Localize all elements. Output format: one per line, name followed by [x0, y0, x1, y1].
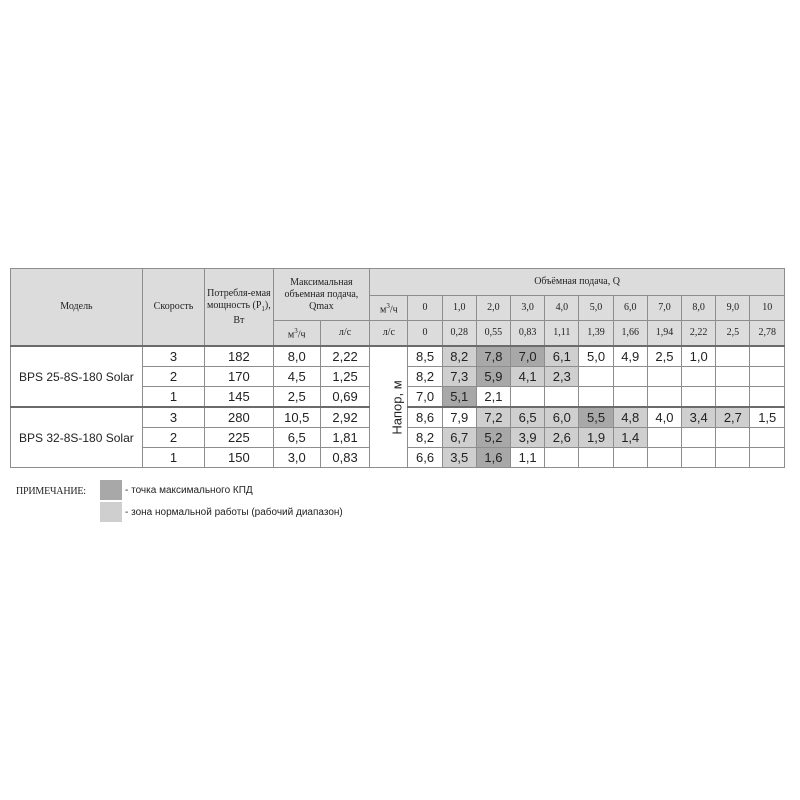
- performance-table: [10, 268, 785, 468]
- unit-m3h-a: м: [379, 304, 387, 316]
- qmax-unit-m3h-a: м: [287, 329, 295, 341]
- head-value-cell: [545, 448, 579, 468]
- head-value-cell: 5,1: [442, 387, 476, 408]
- head-value-cell: 1,9: [579, 428, 613, 448]
- qmax-unit-m3h-b: /ч: [297, 329, 306, 341]
- head-value-cell: [579, 387, 613, 408]
- header-unit-m3h: [370, 296, 408, 321]
- header-flow-ls: 0,83: [511, 321, 545, 347]
- power-cell: 145: [205, 387, 273, 408]
- header-flow-m3h: 9,0: [716, 296, 750, 321]
- header-flow-ls: 2,22: [682, 321, 716, 347]
- table-row: [11, 346, 785, 367]
- qmax-ls-cell: 2,22: [320, 346, 369, 367]
- head-value-cell: 1,1: [511, 448, 545, 468]
- head-value-cell: [682, 387, 716, 408]
- power-cell: 150: [205, 448, 273, 468]
- header-flow-m3h: 5,0: [579, 296, 613, 321]
- legend-max-swatch: [100, 480, 122, 500]
- header-power-unit: ), Вт: [233, 299, 271, 326]
- head-value-cell: 4,8: [613, 407, 647, 428]
- header-power-sub: 1: [261, 304, 265, 313]
- head-value-cell: [613, 367, 647, 387]
- speed-cell: 1: [142, 387, 204, 408]
- head-value-cell: 1,5: [750, 407, 785, 428]
- head-value-cell: [750, 367, 785, 387]
- head-value-cell: 2,7: [716, 407, 750, 428]
- head-value-cell: [716, 448, 750, 468]
- header-flow-m3h: 3,0: [511, 296, 545, 321]
- header-qmax: Максимальная объемная подача, Qmax: [273, 269, 370, 321]
- header-flow-ls: 0,28: [442, 321, 476, 347]
- head-value-cell: 8,6: [408, 407, 442, 428]
- header-flow-m3h: 10: [750, 296, 785, 321]
- head-value-cell: 2,6: [545, 428, 579, 448]
- header-flow-m3h: 6,0: [613, 296, 647, 321]
- header-flow-m3h: 2,0: [476, 296, 510, 321]
- legend-norm-swatch: [100, 502, 122, 522]
- power-cell: 280: [205, 407, 273, 428]
- head-value-cell: 7,2: [476, 407, 510, 428]
- unit-m3h-b: /ч: [389, 304, 398, 316]
- header-model: Модель: [11, 269, 143, 347]
- head-value-cell: 6,6: [408, 448, 442, 468]
- qmax-m3h-cell: 8,0: [273, 346, 320, 367]
- header-flow-m3h: 1,0: [442, 296, 476, 321]
- legend-max-efficiency: [100, 480, 253, 500]
- head-value-cell: 6,0: [545, 407, 579, 428]
- qmax-m3h-cell: 4,5: [273, 367, 320, 387]
- header-flow-m3h: 4,0: [545, 296, 579, 321]
- qmax-ls-cell: 1,81: [320, 428, 369, 448]
- head-value-cell: [647, 367, 681, 387]
- speed-cell: 2: [142, 428, 204, 448]
- head-value-cell: 7,9: [442, 407, 476, 428]
- head-value-cell: [750, 387, 785, 408]
- head-value-cell: 8,2: [408, 367, 442, 387]
- head-value-cell: [716, 428, 750, 448]
- qmax-ls-cell: 1,25: [320, 367, 369, 387]
- legend-max-label: - точка максимального КПД: [125, 484, 253, 496]
- head-axis-label: [370, 346, 408, 468]
- head-value-cell: 6,7: [442, 428, 476, 448]
- head-value-cell: 4,1: [511, 367, 545, 387]
- header-flow: Объёмная подача, Q: [370, 269, 785, 296]
- header-power-label: Потребля-емая мощность (P: [207, 287, 271, 311]
- head-value-cell: 1,0: [682, 346, 716, 367]
- head-value-cell: [511, 387, 545, 408]
- legend-note: [16, 480, 516, 524]
- head-value-cell: 2,1: [476, 387, 510, 408]
- head-value-cell: 8,2: [408, 428, 442, 448]
- head-value-cell: 1,6: [476, 448, 510, 468]
- performance-table-container: [10, 268, 785, 472]
- qmax-ls-cell: 0,83: [320, 448, 369, 468]
- head-value-cell: 4,0: [647, 407, 681, 428]
- head-value-cell: [647, 448, 681, 468]
- qmax-ls-cell: 2,92: [320, 407, 369, 428]
- head-value-cell: 5,9: [476, 367, 510, 387]
- power-cell: 182: [205, 346, 273, 367]
- header-flow-m3h: 0: [408, 296, 442, 321]
- legend-normal-range: [100, 502, 343, 522]
- head-value-cell: [682, 448, 716, 468]
- qmax-m3h-cell: 3,0: [273, 448, 320, 468]
- head-axis-text: Напор, м: [389, 379, 405, 435]
- speed-cell: 2: [142, 367, 204, 387]
- head-value-cell: [716, 387, 750, 408]
- head-value-cell: [716, 367, 750, 387]
- header-flow-m3h: 7,0: [647, 296, 681, 321]
- model-name: BPS 32-8S-180 Solar: [11, 407, 143, 468]
- header-flow-ls: 0,55: [476, 321, 510, 347]
- header-flow-ls: 1,66: [613, 321, 647, 347]
- header-flow-ls: 1,11: [545, 321, 579, 347]
- head-value-cell: 5,2: [476, 428, 510, 448]
- head-value-cell: 8,5: [408, 346, 442, 367]
- qmax-unit-m3h-sup: 3: [294, 326, 298, 335]
- header-qmax-unit-m3h: [273, 321, 320, 347]
- header-flow-m3h: 8,0: [682, 296, 716, 321]
- head-value-cell: 2,5: [647, 346, 681, 367]
- head-value-cell: [647, 387, 681, 408]
- head-value-cell: 7,0: [408, 387, 442, 408]
- head-value-cell: 1,4: [613, 428, 647, 448]
- header-power: [205, 269, 273, 347]
- head-value-cell: 6,1: [545, 346, 579, 367]
- qmax-m3h-cell: 6,5: [273, 428, 320, 448]
- head-value-cell: 8,2: [442, 346, 476, 367]
- head-value-cell: 3,4: [682, 407, 716, 428]
- head-value-cell: 7,0: [511, 346, 545, 367]
- head-value-cell: [613, 448, 647, 468]
- head-value-cell: 3,5: [442, 448, 476, 468]
- header-flow-ls: 1,39: [579, 321, 613, 347]
- power-cell: 170: [205, 367, 273, 387]
- speed-cell: 1: [142, 448, 204, 468]
- head-value-cell: 2,3: [545, 367, 579, 387]
- legend-norm-label: - зона нормальной работы (рабочий диапазон): [125, 506, 343, 518]
- header-flow-ls: 2,78: [750, 321, 785, 347]
- head-value-cell: [579, 367, 613, 387]
- head-value-cell: [579, 448, 613, 468]
- header-unit-ls: л/с: [370, 321, 408, 347]
- head-value-cell: [750, 448, 785, 468]
- head-value-cell: [750, 428, 785, 448]
- qmax-m3h-cell: 10,5: [273, 407, 320, 428]
- note-title: ПРИМЕЧАНИЕ:: [16, 486, 86, 497]
- head-value-cell: [682, 428, 716, 448]
- head-value-cell: [613, 387, 647, 408]
- power-cell: 225: [205, 428, 273, 448]
- head-value-cell: [750, 346, 785, 367]
- head-value-cell: [545, 387, 579, 408]
- header-qmax-unit-ls: л/с: [320, 321, 369, 347]
- header-speed: Скорость: [142, 269, 204, 347]
- header-flow-ls: 0: [408, 321, 442, 347]
- head-value-cell: 7,3: [442, 367, 476, 387]
- head-value-cell: [682, 367, 716, 387]
- speed-cell: 3: [142, 346, 204, 367]
- head-value-cell: [716, 346, 750, 367]
- qmax-m3h-cell: 2,5: [273, 387, 320, 408]
- head-value-cell: 3,9: [511, 428, 545, 448]
- model-name: BPS 25-8S-180 Solar: [11, 346, 143, 407]
- header-flow-ls: 2,5: [716, 321, 750, 347]
- head-value-cell: 6,5: [511, 407, 545, 428]
- speed-cell: 3: [142, 407, 204, 428]
- qmax-ls-cell: 0,69: [320, 387, 369, 408]
- unit-m3h-sup: 3: [386, 301, 390, 310]
- head-value-cell: 7,8: [476, 346, 510, 367]
- header-flow-ls: 1,94: [647, 321, 681, 347]
- head-value-cell: 5,0: [579, 346, 613, 367]
- head-value-cell: 5,5: [579, 407, 613, 428]
- head-value-cell: [647, 428, 681, 448]
- head-value-cell: 4,9: [613, 346, 647, 367]
